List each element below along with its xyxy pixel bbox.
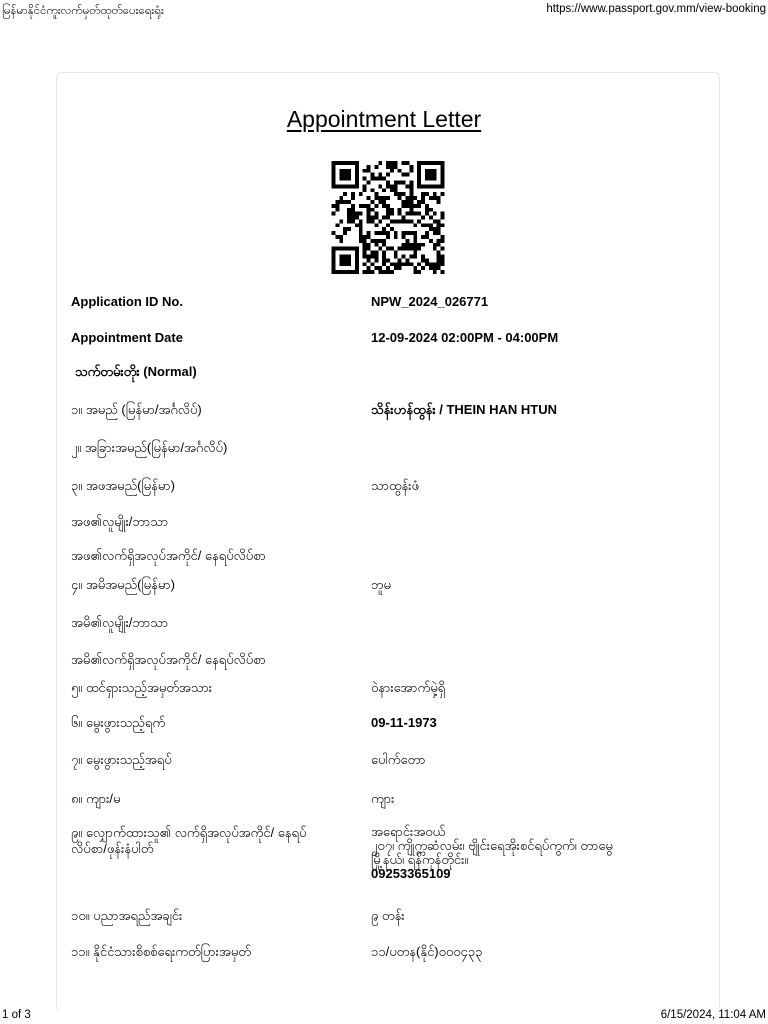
place-of-birth-value: ပေါက်တော	[371, 752, 426, 767]
mother-name-value: ဘူမ	[371, 577, 391, 592]
father-address-row	[0, 548, 768, 568]
father-race-row	[0, 514, 768, 534]
education-label: ၁၀။ ပညာအရည်အချင်း	[71, 908, 183, 923]
nrc-value: ၁၁/ပတန(နိုင်)၀၀၀၄၃၃	[371, 944, 483, 959]
other-name-label: ၂။ အခြားအမည်(မြန်မာ/အင်္ဂလိပ်)	[71, 440, 228, 455]
gender-label: ၈။ ကျား/မ	[71, 791, 121, 806]
name-label: ၁။ အမည် (မြန်မာ/အင်္ဂလိပ်)	[71, 402, 202, 417]
distinguishing-mark-value: ဝဲနားအောက်မှဲ့ရှိ	[371, 680, 446, 695]
applicant-address-line1: ၂၀၇၊ ကျိုက္ကဆံလမ်း၊ ဗျိုင်းရေအိုးစင်ရပ်ကွက်၊ တာမွေ	[371, 838, 613, 853]
print-page-title: မြန်မာနိုင်ငံကူးလက်မှတ်ထုတ်ပေးရေးရုံး	[2, 5, 164, 17]
print-header	[0, 0, 768, 20]
print-url: https://www.passport.gov.mm/view-booking	[546, 3, 766, 15]
mother-race-row	[0, 615, 768, 635]
other-name-row	[0, 440, 768, 460]
gender-row	[0, 791, 768, 811]
mother-name-label: ၄။ အမိအမည်(မြန်မာ)	[71, 577, 175, 592]
appointment-date-row	[0, 330, 768, 350]
appointment-date-label: Appointment Date	[71, 330, 183, 345]
appointment-date-value: 12-09-2024 02:00PM - 04:00PM	[371, 330, 559, 345]
page-number: 1 of 3	[2, 1009, 31, 1021]
father-name-label: ၃။ အဖအမည်(မြန်မာ)	[71, 478, 175, 493]
name-row	[0, 402, 768, 422]
date-of-birth-row	[0, 715, 768, 735]
gender-value: ကျား	[371, 791, 395, 806]
education-row	[0, 908, 768, 928]
education-value: ၉ တန်း	[371, 908, 405, 923]
name-value: သိန်းဟန်ထွန်း / THEIN HAN HTUN	[371, 402, 557, 417]
distinguishing-mark-row	[0, 680, 768, 700]
nrc-row	[0, 944, 768, 964]
applicant-address-line2: မြို့နယ်၊ ရန်ကုန်တိုင်း။	[371, 852, 469, 867]
place-of-birth-row	[0, 752, 768, 772]
applicant-phone: 09253365109	[371, 866, 451, 881]
place-of-birth-label: ၇။ မွေးဖွားသည့်အရပ်	[71, 752, 172, 767]
distinguishing-mark-label: ၅။ ထင်ရှားသည့်အမှတ်အသား	[71, 680, 213, 695]
father-address-label: အဖ၏လက်ရှိအလုပ်အကိုင်/ နေရပ်လိပ်စာ	[71, 548, 266, 563]
applicant-job: အရောင်းအဝယ်	[371, 824, 446, 839]
application-id-value: NPW_2024_026771	[371, 294, 489, 309]
father-name-row	[0, 478, 768, 498]
application-id-label: Application ID No.	[71, 294, 183, 309]
applicant-address-value	[371, 825, 701, 881]
appointment-type-row	[0, 364, 768, 384]
applicant-address-row	[0, 825, 768, 895]
father-name-value: သာထွန်းဖံ	[371, 478, 419, 493]
date-of-birth-value: 09-11-1973	[371, 715, 437, 730]
print-footer	[0, 1006, 768, 1024]
date-of-birth-label: ၆။ မွေးဖွားသည့်ရက်	[71, 715, 166, 730]
mother-race-label: အမိ၏လူမျိုး/ဘာသာ	[71, 615, 169, 630]
applicant-address-label: ၉။ လျှောက်ထားသူ၏ လက်ရှိအလုပ်အကိုင်/ နေရပ်လိပ်စာ/ဖုန်းနံပါတ်	[71, 825, 307, 856]
appointment-type-label: သက်တမ်းတိုး (Normal)	[75, 364, 197, 379]
nrc-label: ၁၁။ နိုင်ငံသားစိစစ်ရေးကတ်ပြားအမှတ်	[71, 944, 251, 959]
printed-date: 6/15/2024, 11:04 AM	[660, 1009, 766, 1021]
mother-name-row	[0, 577, 768, 597]
mother-address-label: အမိ၏လက်ရှိအလုပ်အကိုင်/ နေရပ်လိပ်စာ	[71, 652, 266, 667]
mother-address-row	[0, 652, 768, 672]
father-race-label: အဖ၏လူမျိုး/ဘာသာ	[71, 514, 169, 529]
application-id-row	[0, 294, 768, 314]
qr-code-icon	[330, 161, 446, 274]
document-title: Appointment Letter	[286, 106, 482, 132]
